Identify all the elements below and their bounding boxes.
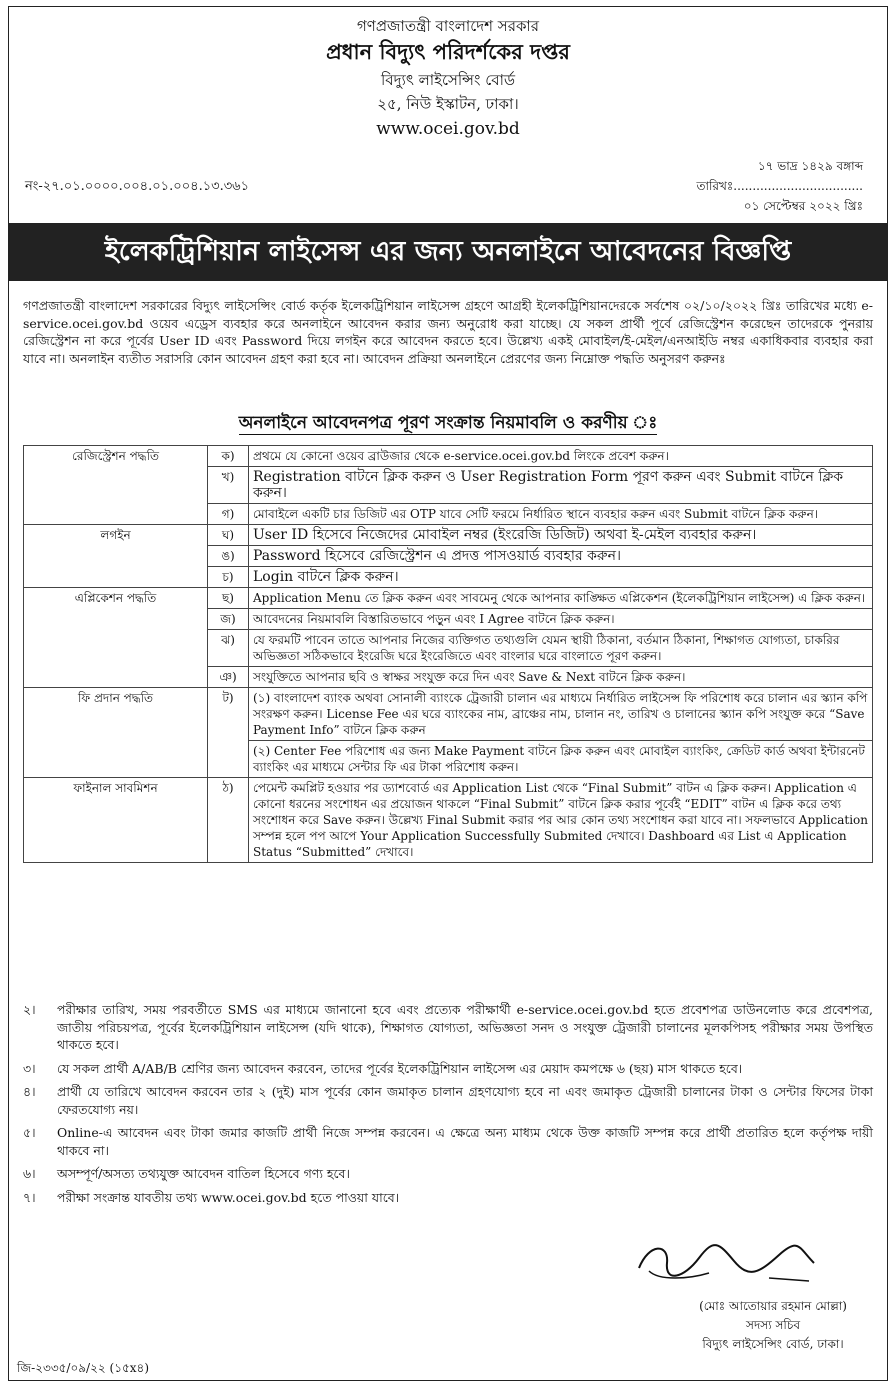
- step-text: (২) Center Fee পরিশোধ এর জন্য Make Payment বাটনে ক্লিক করুন এবং মোবাইল ব্যাংকিং, ক্রেডিট কার্ড অথবা ইন্টারনেট ব্যাংকিং এর মাধ্যমে সেন্টার ফি এর টাকা পরিশোধ করুন।: [249, 741, 873, 778]
- note-text: পরীক্ষার তারিখ, সময় পরবর্তীতে SMS এর মাধ্যমে জানানো হবে এবং প্রত্যেক পরীক্ষার্থী e-service.ocei.gov.bd হতে প্রবেশপত্র ডাউনলোড করে প্রবেশপত্র, জাতীয় পরিচয়পত্র, পূর্বের ইলেকট্রিশিয়ান লাইসেন্স (যদি থাকে), শিক্ষাগত যোগ্যতা, অভিজ্ঞতা সনদ ও সংযুক্ত ট্রেজারী চালানের মূলকপিসহ পরীক্ষার সময় উপস্থিত থাকতে হবে।: [57, 1002, 873, 1052]
- list-item: [23, 1083, 873, 1118]
- table-row: [24, 588, 873, 609]
- date-english: ০১ সেপ্টেম্বর ২০২২ খ্রিঃ: [743, 199, 863, 213]
- board-name: বিদ্যুৎ লাইসেন্সিং বোর্ড: [380, 71, 516, 89]
- list-item: [23, 1001, 873, 1054]
- note-text: প্রার্থী যে তারিখে আবেদন করবেন তার ২ (দুই) মাস পূর্বের কোন জমাকৃত চালান গ্রহণযোগ্য হবে না এবং জমাকৃত ট্রেজারী চালানের টাকা ও সেন্টার ফিসের টাকা ফেরতযোগ্য নয়।: [57, 1084, 873, 1117]
- note-text: অসম্পূর্ণ/অসত্য তথ্যযুক্ত আবেদন বাতিল হিসেবে গণ্য হবে।: [57, 1166, 350, 1181]
- step-mark: জ): [208, 609, 249, 630]
- list-item: [23, 1189, 873, 1207]
- note-number: ৭।: [23, 1189, 36, 1205]
- step-mark: ছ): [208, 588, 249, 609]
- group-label: লগইন: [24, 525, 208, 588]
- note-text: Online-এ আবেদন এবং টাকা জমার কাজটি প্রার্থী নিজে সম্পন্ন করবেন। এ ক্ষেত্রে অন্য মাধ্যম থেকে উক্ত কাজটি সম্পন্ন করে প্রার্থী প্রতারিত হলে কর্তৃপক্ষ দায়ী থাকবে না।: [57, 1125, 873, 1158]
- step-mark: ঞ): [208, 667, 249, 688]
- note-number: ৫।: [23, 1125, 36, 1140]
- step-text: User ID হিসেবে নিজেদের মোবাইল নম্বর (ইংরেজি ডিজিট) অথবা ই-মেইল ব্যবহার করুন।: [249, 525, 873, 546]
- list-item: [23, 1165, 873, 1183]
- table-row: [24, 778, 873, 863]
- step-text: মোবাইলে একটি চার ডিজিট এর OTP যাবে সেটি ফরমে নির্ধারিত স্থানে ব্যবহার করুন এবং Submit বাটনে ক্লিক করুন।: [249, 504, 873, 525]
- intro-paragraph: গণপ্রজাতন্ত্রী বাংলাদেশ সরকারের বিদ্যুৎ লাইসেন্সিং বোর্ড কর্তৃক ইলেকট্রিশিয়ান লাইসেন্স গ্রহণে আগ্রহী ইলেকট্রিশিয়ানদেরকে সর্বশেষ ০২/১০/২০২২ খ্রিঃ তারিখের মধ্যে e-service.ocei.gov.bd ওয়েব এড্রেস ব্যবহার করে অনলাইনে আবেদন করার জন্য অনুরোধ করা যাচ্ছে। যে সকল প্রার্থী পূর্বে রেজিস্ট্রেশন করেছেন তাদেরকে পুনরায় রেজিস্ট্রেশন না করে পূর্বের User ID এবং Password দিয়ে লগইন করে আবেদন করতে হবে। উল্লেখ্য একই মোবাইল/ই-মেইল/এনআইডি নম্বর একাধিকবার ব্যবহার করা যাবে না। অনলাইন ব্যতীত সরাসরি কোন আবেদন গ্রহণ করা হবে না। আবেদন প্রক্রিয়া অনলাইনে প্রেরণের জন্য নিম্নোক্ত পদ্ধতি অনুসরণ করুনঃ: [23, 298, 873, 366]
- step-mark: ঙ): [208, 546, 249, 567]
- website: www.ocei.gov.bd: [376, 119, 520, 139]
- step-text: প্রথমে যে কোনো ওয়েব ব্রাউজার থেকে e-service.ocei.gov.bd লিংকে প্রবেশ করুন।: [249, 446, 873, 467]
- group-label: রেজিস্ট্রেশন পদ্ধতি: [24, 446, 208, 525]
- note-number: ৪।: [23, 1084, 36, 1099]
- signatory-office: বিদ্যুৎ লাইসেন্সিং বোর্ড, ঢাকা।: [702, 1337, 844, 1351]
- note-text: যে সকল প্রার্থী A/AB/B শ্রেণির জন্য আবেদন করবেন, তাদের পূর্বের ইলেকট্রিশিয়ান লাইসেন্স এর মেয়াদ কমপক্ষে ৬ (ছয়) মাস থাকতে হবে।: [57, 1060, 743, 1076]
- notice-page: [8, 6, 888, 1381]
- table-row: [24, 525, 873, 546]
- date-label: তারিখঃ..................................: [696, 179, 863, 193]
- step-mark: ঠ): [208, 778, 249, 863]
- table-row: [24, 446, 873, 467]
- note-number: ৬।: [23, 1166, 36, 1181]
- notice-title-banner: ইলেকট্রিশিয়ান লাইসেন্স এর জন্য অনলাইনে আবেদনের বিজ্ঞপ্তি: [9, 223, 887, 281]
- step-mark: ঝ): [208, 630, 249, 667]
- govt-name: গণপ্রজাতন্ত্রী বাংলাদেশ সরকার: [356, 17, 540, 35]
- signatory-designation: সদস্য সচিব: [746, 1318, 801, 1332]
- step-text: Password হিসেবে রেজিস্ট্রেশন এ প্রদত্ত পাসওয়ার্ড ব্যবহার করুন।: [249, 546, 873, 567]
- step-text: Registration বাটনে ক্লিক করুন ও User Registration Form পূরণ করুন এবং Submit বাটনে ক্লিক করুন।: [249, 467, 873, 504]
- step-text: (১) বাংলাদেশ ব্যাংক অথবা সোনালী ব্যাংকে ট্রেজারী চালান এর মাধ্যমে নির্ধারিত লাইসেন্স ফি পরিশোধ করে চালান এর স্ক্যান কপি সংরক্ষণ করুন। License Fee এর ঘরে ব্যাংকের নাম, ব্রাঞ্চের নাম, চালান নং, তারিখ ও চালানের স্ক্যান কপি সংযুক্ত করে “Save Payment Info” বাটনে ক্লিক করুন: [249, 688, 873, 741]
- rules-heading-text: অনলাইনে আবেদনপত্র পূরণ সংক্রান্ত নিয়মাবলি ও করণীয় ঃ: [238, 413, 658, 433]
- signatory-name: (মোঃ আতোয়ার রহমান মোল্লা): [699, 1299, 847, 1313]
- step-text: Login বাটনে ক্লিক করুন।: [249, 567, 873, 588]
- step-text: সংযুক্তিতে আপনার ছবি ও স্বাক্ষর সংযুক্ত করে দিন এবং Save & Next বাটনে ক্লিক করুন।: [249, 667, 873, 688]
- date-bangla: ১৭ ভাদ্র ১৪২৯ বঙ্গাব্দ: [757, 159, 863, 173]
- office-address: ২৫, নিউ ইস্কাটন, ঢাকা।: [377, 95, 519, 113]
- step-mark: চ): [208, 567, 249, 588]
- step-text: পেমেন্ট কমপ্লিট হওয়ার পর ড্যাশবোর্ড এর Application List থেকে “Final Submit” বাটন এ ক্লিক করুন। Application এ কোনো ধরনের সংশোধন এর প্রয়োজন থাকলে “Final Submit” বাটনে ক্লিক করার পূর্বেই “EDIT” বাটন এ ক্লিক করে তথ্য সংশোধন করে Save করুন। উল্লেখ্য Final Submit করার পর আর কোন তথ্য সংশোধন করা যাবে না। সফলভাবে Application সম্পন্ন হলে পপ আপে Your Application Successfully Submited দেখাবে। Dashboard এর List এ Application Status “Submitted” দেখাবে।: [249, 778, 873, 863]
- office-name: প্রধান বিদ্যুৎ পরিদর্শকের দপ্তর: [326, 39, 570, 64]
- notes-list: [23, 1001, 873, 1212]
- step-mark: গ): [208, 504, 249, 525]
- group-label: ফি প্রদান পদ্ধতি: [24, 688, 208, 778]
- step-mark: ক): [208, 446, 249, 467]
- signature-graphic: [629, 1233, 829, 1293]
- step-text: আবেদনের নিয়মাবলি বিস্তারিতভাবে পড়ুন এবং I Agree বাটনে ক্লিক করুন।: [249, 609, 873, 630]
- note-number: ৩।: [23, 1060, 36, 1076]
- table-row: [24, 688, 873, 741]
- note-text: পরীক্ষা সংক্রান্ত যাবতীয় তথ্য www.ocei.gov.bd হতে পাওয়া যাবে।: [57, 1189, 400, 1205]
- step-text: Application Menu তে ক্লিক করুন এবং সাবমেনু থেকে আপনার কাঙ্ক্ষিত এপ্লিকেশন (ইলেকট্রিশিয়ান লাইসেন্স) এ ক্লিক করুন।: [249, 588, 873, 609]
- list-item: [23, 1060, 873, 1078]
- memo-number: নং-২৭.০১.০০০০.০০৪.০১.০০৪.১৩.৩৬১: [25, 179, 250, 194]
- print-reference: জি-২৩৩৫/০৯/২২ (১৫x৪): [17, 1361, 150, 1375]
- group-label: ফাইনাল সাবমিশন: [24, 778, 208, 863]
- rules-table: [23, 445, 873, 863]
- note-number: ২।: [23, 1002, 36, 1017]
- group-label: এপ্লিকেশন পদ্ধতি: [24, 588, 208, 688]
- signatory-block: [699, 1297, 847, 1354]
- step-mark: ট): [208, 688, 249, 778]
- list-item: [23, 1124, 873, 1159]
- step-mark: ঘ): [208, 525, 249, 546]
- rules-heading: [9, 410, 887, 438]
- step-mark: খ): [208, 467, 249, 504]
- step-text: যে ফরমটি পাবেন তাতে আপনার নিজের ব্যক্তিগত তথ্যগুলি যেমন স্থায়ী ঠিকানা, বর্তমান ঠিকানা, শিক্ষাগত যোগ্যতা, চাকরির অভিজ্ঞতা সঠিকভাবে ইংরেজি ঘরে ইংরেজিতে এবং বাংলার ঘরে বাংলাতে পূরণ করুন।: [249, 630, 873, 667]
